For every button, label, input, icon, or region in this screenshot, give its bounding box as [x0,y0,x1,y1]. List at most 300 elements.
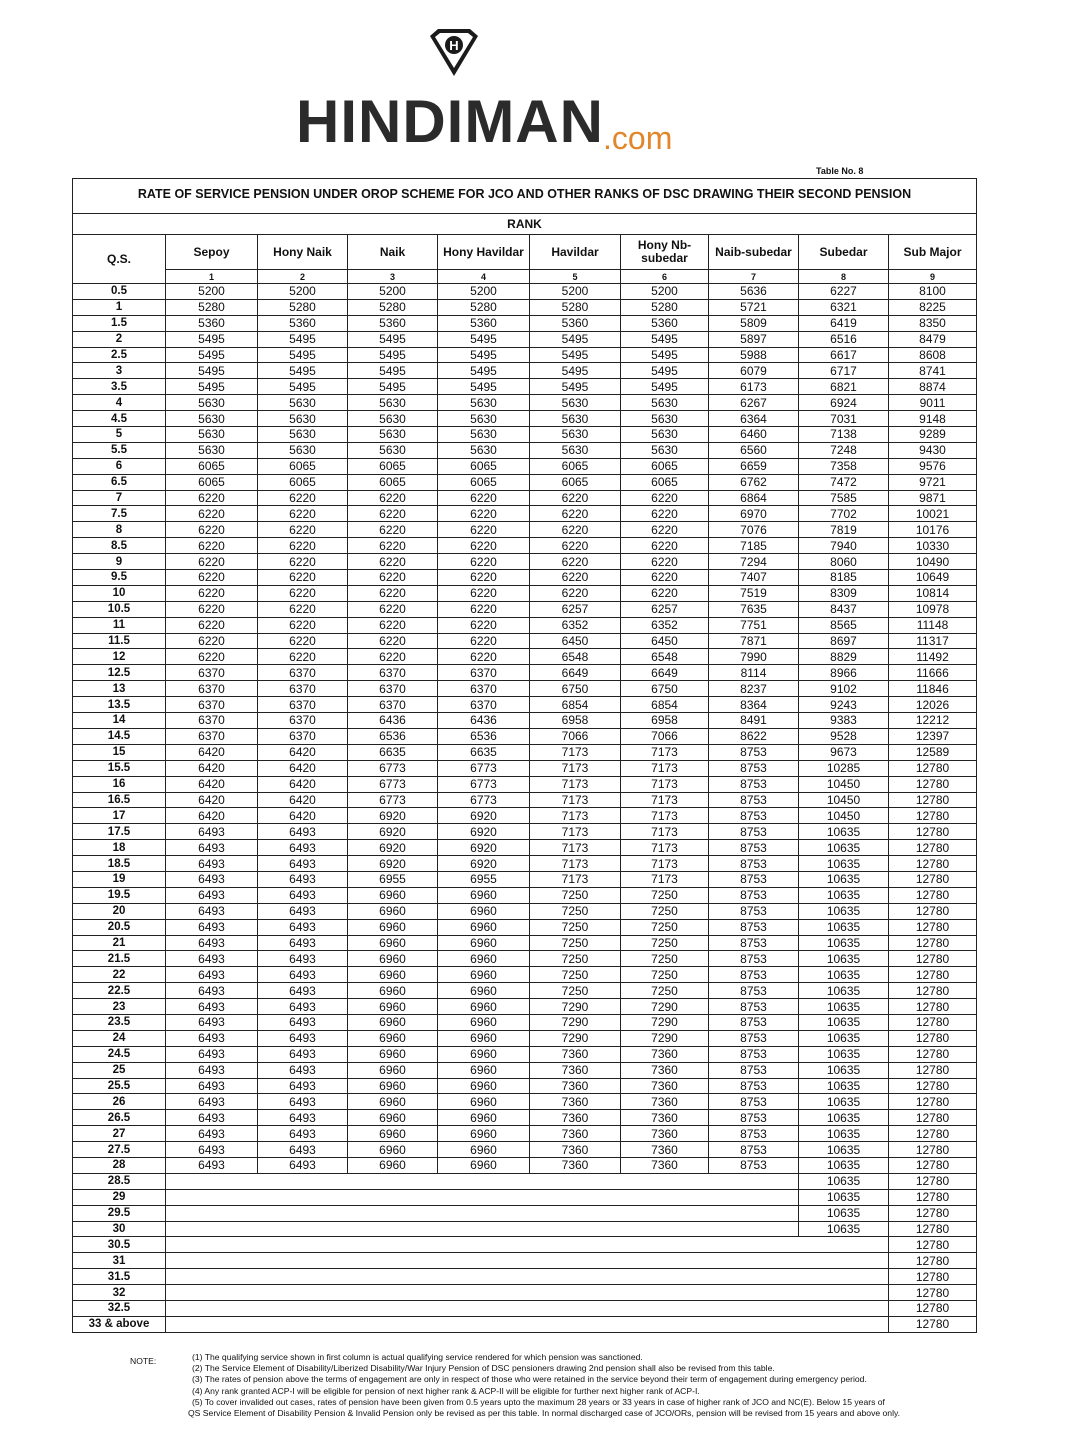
table-row [73,1030,977,1046]
pension-cell: 6493 [258,1157,348,1173]
pension-cell: 6079 [709,363,799,379]
pension-cell: 7360 [530,1046,621,1062]
note-item: QS Service Element of Disability Pension & Invalid Pension only be revised as per this table. In normal discharged case of JCO/ORs, pension will be revised from 15 years and above only. [188,1408,901,1419]
pension-cell: 7250 [530,983,621,999]
pension-cell: 6065 [621,458,709,474]
pension-cell: 6493 [258,1046,348,1062]
pension-cell: 5280 [621,299,709,315]
pension-cell: 8829 [799,649,889,665]
pension-cell: 7294 [709,554,799,570]
qs-cell: 28.5 [73,1173,166,1189]
pension-cell: 6220 [348,538,438,554]
pension-cell: 6364 [709,411,799,427]
qs-cell: 1 [73,299,166,315]
pension-cell: 8753 [709,776,799,792]
pension-cell [258,1316,348,1332]
pension-cell: 8753 [709,999,799,1015]
pension-cell: 6370 [258,665,348,681]
pension-cell: 6649 [621,665,709,681]
pension-cell [621,1221,709,1237]
qs-cell: 22.5 [73,983,166,999]
pension-cell: 7173 [621,744,709,760]
pension-cell: 8350 [889,315,977,331]
pension-cell: 7751 [709,617,799,633]
pension-cell: 6750 [530,681,621,697]
pension-cell [530,1173,621,1189]
pension-cell: 5280 [166,299,258,315]
pension-cell: 6370 [258,728,348,744]
pension-cell: 6960 [348,1062,438,1078]
pension-cell: 6960 [438,1078,530,1094]
pension-cell: 7360 [621,1046,709,1062]
pension-cell: 6220 [438,649,530,665]
table-row [73,1062,977,1078]
pension-cell: 10021 [889,506,977,522]
pension-cell [530,1205,621,1221]
column-header: Naib-subedar [709,235,799,270]
pension-cell: 12780 [889,1269,977,1285]
pension-cell: 5200 [348,284,438,300]
column-number: 1 [166,270,258,284]
qs-cell: 18.5 [73,856,166,872]
pension-cell: 6220 [621,585,709,601]
table-row [73,776,977,792]
pension-cell: 7360 [530,1157,621,1173]
pension-cell: 8753 [709,808,799,824]
qs-cell: 13 [73,681,166,697]
pension-cell: 7250 [621,919,709,935]
pension-cell: 6493 [166,871,258,887]
pension-cell [799,1237,889,1253]
pension-cell: 6370 [258,713,348,729]
note-item: (1) The qualifying service shown in first column is actual qualifying service rendered for which pension was sanctioned. [192,1352,643,1362]
pension-cell: 6220 [438,554,530,570]
pension-cell: 12780 [889,1189,977,1205]
pension-cell: 6370 [348,697,438,713]
pension-cell: 6173 [709,379,799,395]
pension-cell: 6493 [258,824,348,840]
qs-cell: 27.5 [73,1142,166,1158]
pension-cell: 5495 [530,331,621,347]
table-row [73,1221,977,1237]
pension-cell: 8753 [709,824,799,840]
table-row [73,379,977,395]
pension-cell: 5630 [438,395,530,411]
pension-cell: 12780 [889,1173,977,1189]
pension-cell: 6920 [438,808,530,824]
column-number: 5 [530,270,621,284]
pension-cell: 7138 [799,427,889,443]
pension-cell: 6352 [621,617,709,633]
pension-cell: 9383 [799,713,889,729]
pension-cell: 5495 [438,331,530,347]
pension-cell: 6493 [258,1110,348,1126]
pension-cell: 6649 [530,665,621,681]
pension-cell: 6450 [621,633,709,649]
pension-cell: 7360 [621,1078,709,1094]
pension-cell: 7290 [530,999,621,1015]
pension-cell [709,1269,799,1285]
qs-cell: 32.5 [73,1301,166,1317]
pension-cell: 6821 [799,379,889,395]
pension-cell: 6960 [438,999,530,1015]
pension-cell [348,1173,438,1189]
pension-cell: 9721 [889,474,977,490]
pension-cell: 6960 [438,1014,530,1030]
pension-cell [166,1205,258,1221]
pension-cell: 10635 [799,951,889,967]
pension-cell: 6493 [166,840,258,856]
table-row [73,570,977,586]
qs-cell: 32 [73,1285,166,1301]
pension-cell: 6958 [530,713,621,729]
pension-cell: 8114 [709,665,799,681]
pension-cell: 6370 [438,665,530,681]
pension-cell [438,1301,530,1317]
table-row [73,601,977,617]
pension-cell: 5988 [709,347,799,363]
pension-cell: 7360 [621,1094,709,1110]
pension-cell: 7076 [709,522,799,538]
pension-cell: 6220 [621,506,709,522]
pension-cell: 7173 [530,760,621,776]
pension-cell: 10635 [799,1110,889,1126]
pension-cell: 12780 [889,967,977,983]
pension-cell: 6220 [438,538,530,554]
pension-cell: 8437 [799,601,889,617]
pension-cell: 6220 [166,570,258,586]
pension-cell: 10978 [889,601,977,617]
pension-cell: 6321 [799,299,889,315]
pension-cell: 12780 [889,760,977,776]
column-header: Naik [348,235,438,270]
pension-cell: 12780 [889,808,977,824]
pension-cell [530,1301,621,1317]
pension-cell: 10635 [799,840,889,856]
pension-cell: 6220 [530,506,621,522]
pension-cell: 10635 [799,824,889,840]
pension-cell: 6493 [258,903,348,919]
pension-cell: 5200 [258,284,348,300]
pension-cell [166,1173,258,1189]
pension-cell: 8753 [709,1030,799,1046]
pension-cell [166,1301,258,1317]
pension-cell: 6958 [621,713,709,729]
pension-cell: 6773 [438,776,530,792]
pension-cell [709,1301,799,1317]
pension-cell: 8753 [709,967,799,983]
pension-cell: 8753 [709,951,799,967]
pension-cell: 6220 [348,585,438,601]
pension-cell: 12026 [889,697,977,713]
pension-cell: 6065 [621,474,709,490]
pension-cell: 7702 [799,506,889,522]
pension-cell [258,1205,348,1221]
pension-cell: 7173 [621,871,709,887]
pension-cell: 6493 [166,856,258,872]
pension-cell: 7360 [621,1126,709,1142]
pension-cell: 6220 [258,554,348,570]
pension-cell: 6220 [258,570,348,586]
table-row [73,538,977,554]
pension-cell: 5200 [438,284,530,300]
pension-cell: 6536 [438,728,530,744]
pension-cell [621,1237,709,1253]
pension-cell: 6065 [530,474,621,490]
pension-cell [348,1237,438,1253]
pension-cell: 6420 [258,744,348,760]
qs-cell: 12 [73,649,166,665]
pension-cell: 5630 [621,395,709,411]
column-number: 3 [348,270,438,284]
pension-cell: 12780 [889,1301,977,1317]
table-row [73,999,977,1015]
pension-cell: 6220 [438,570,530,586]
table-row [73,490,977,506]
table-row [73,442,977,458]
pension-cell: 6960 [438,1142,530,1158]
pension-cell: 9430 [889,442,977,458]
pension-cell: 8753 [709,871,799,887]
pension-cell: 10635 [799,1189,889,1205]
pension-cell: 6762 [709,474,799,490]
table-row [73,713,977,729]
pension-cell: 8185 [799,570,889,586]
pension-cell: 6220 [258,538,348,554]
pension-cell: 6370 [348,681,438,697]
pension-cell: 6220 [258,617,348,633]
qs-cell: 8.5 [73,538,166,554]
note-item: (5) To cover invalided out cases, rates of pension have been given from 0.5 years upto the maximum 28 years or 33 years in case of higher rank of JCO and NC(E). Below 15 years of [192,1396,885,1407]
pension-cell [709,1189,799,1205]
table-row [73,887,977,903]
pension-cell: 6220 [530,490,621,506]
pension-cell [709,1316,799,1332]
pension-cell: 10635 [799,1030,889,1046]
table-row [73,1285,977,1301]
pension-cell: 6493 [258,1142,348,1158]
pension-cell: 6960 [348,967,438,983]
pension-cell: 11317 [889,633,977,649]
pension-cell: 6750 [621,681,709,697]
table-title: RATE OF SERVICE PENSION UNDER OROP SCHEME FOR JCO AND OTHER RANKS OF DSC DRAWING THEIR SECOND PENSION [73,179,977,210]
pension-cell: 6267 [709,395,799,411]
pension-cell: 6548 [621,649,709,665]
table-row [73,808,977,824]
qs-cell: 24 [73,1030,166,1046]
pension-cell [621,1253,709,1269]
pension-cell: 6493 [258,1078,348,1094]
rank-heading: RANK [73,214,977,235]
pension-cell: 5630 [348,395,438,411]
pension-cell: 6370 [258,697,348,713]
pension-cell: 8479 [889,331,977,347]
pension-cell: 6065 [348,458,438,474]
pension-cell: 10635 [799,887,889,903]
pension-cell: 5630 [166,427,258,443]
pension-cell: 6854 [530,697,621,713]
pension-cell: 6220 [166,554,258,570]
pension-cell [166,1269,258,1285]
pension-cell: 7250 [530,935,621,951]
pension-cell: 6920 [348,808,438,824]
qs-cell: 11 [73,617,166,633]
pension-cell: 12780 [889,1094,977,1110]
pension-cell: 6436 [348,713,438,729]
pension-cell: 9576 [889,458,977,474]
table-row [73,522,977,538]
pension-cell: 7940 [799,538,889,554]
note-item: (4) Any rank granted ACP-I will be eligible for pension of next higher rank & ACP-II will be eligible for further next higher rank of ACP-I. [192,1385,700,1396]
pension-cell: 6220 [621,490,709,506]
pension-cell: 6960 [348,903,438,919]
pension-cell [799,1285,889,1301]
pension-cell: 7990 [709,649,799,665]
pension-cell: 12780 [889,840,977,856]
pension-cell: 7173 [621,792,709,808]
pension-cell: 7250 [530,903,621,919]
pension-cell [621,1285,709,1301]
table-row [73,363,977,379]
pension-cell: 9148 [889,411,977,427]
pension-cell: 7360 [530,1110,621,1126]
pension-cell: 12780 [889,776,977,792]
pension-cell: 7250 [621,903,709,919]
qs-cell: 1.5 [73,315,166,331]
column-number: 9 [889,270,977,284]
column-header: Hony Nb-subedar [621,235,709,270]
pension-cell: 6220 [438,522,530,538]
column-header: Hony Naik [258,235,348,270]
pension-cell: 5495 [621,347,709,363]
pension-cell: 6493 [166,1046,258,1062]
pension-cell: 6493 [166,1094,258,1110]
pension-cell: 6420 [258,760,348,776]
pension-cell: 5630 [258,395,348,411]
pension-cell [258,1221,348,1237]
pension-cell: 7585 [799,490,889,506]
pension-cell: 10635 [799,903,889,919]
qs-cell: 3.5 [73,379,166,395]
pension-cell: 6220 [438,633,530,649]
column-number: 6 [621,270,709,284]
pension-cell [438,1316,530,1332]
pension-cell: 6960 [348,999,438,1015]
pension-cell: 6493 [258,935,348,951]
pension-cell: 10635 [799,1014,889,1030]
pension-cell: 5495 [621,363,709,379]
pension-cell: 8753 [709,935,799,951]
qs-cell: 28 [73,1157,166,1173]
pension-cell: 6493 [166,1142,258,1158]
pension-cell: 8753 [709,983,799,999]
pension-cell: 5897 [709,331,799,347]
pension-cell: 6960 [348,1094,438,1110]
table-row [73,617,977,633]
pension-cell: 6370 [166,665,258,681]
pension-cell: 6065 [166,474,258,490]
pension-cell: 7360 [530,1126,621,1142]
pension-cell: 7173 [530,776,621,792]
pension-cell: 6617 [799,347,889,363]
pension-cell: 6220 [166,490,258,506]
pension-cell: 6220 [258,649,348,665]
table-row [73,1094,977,1110]
pension-cell: 6420 [166,744,258,760]
pension-cell [348,1253,438,1269]
pension-cell: 9102 [799,681,889,697]
pension-cell: 6493 [258,840,348,856]
pension-cell: 7031 [799,411,889,427]
pension-cell: 6220 [166,585,258,601]
pension-cell: 6960 [348,1030,438,1046]
pension-cell: 6493 [166,1126,258,1142]
pension-cell: 5495 [530,363,621,379]
table-row [73,697,977,713]
pension-cell: 5630 [258,442,348,458]
pension-cell: 6960 [348,1014,438,1030]
pension-cell: 6960 [348,1126,438,1142]
pension-cell: 6419 [799,315,889,331]
pension-cell [438,1173,530,1189]
pension-cell: 8753 [709,919,799,935]
pension-cell: 6257 [621,601,709,617]
pension-cell [438,1269,530,1285]
pension-cell: 6493 [166,967,258,983]
pension-cell [709,1237,799,1253]
pension-cell: 6548 [530,649,621,665]
pension-cell: 12780 [889,983,977,999]
pension-cell: 12780 [889,1142,977,1158]
pension-cell [709,1205,799,1221]
pension-cell: 7290 [621,1030,709,1046]
pension-cell: 6960 [438,887,530,903]
pension-cell: 6960 [438,1157,530,1173]
pension-cell: 5630 [438,442,530,458]
pension-cell: 7066 [621,728,709,744]
note-item: (3) The rates of pension above the terms of engagement are only in respect of those who were retained in the service beyond their term of engagement during emergency period. [192,1374,867,1385]
pension-cell [709,1173,799,1189]
pension-cell: 6773 [348,776,438,792]
pension-cell: 6924 [799,395,889,411]
pension-cell: 7472 [799,474,889,490]
pension-cell: 10635 [799,1142,889,1158]
pension-cell: 6420 [258,808,348,824]
pension-cell: 7173 [530,871,621,887]
pension-cell: 6960 [348,983,438,999]
pension-cell: 8753 [709,903,799,919]
pension-cell: 8697 [799,633,889,649]
pension-cell [530,1189,621,1205]
column-header: Sub Major [889,235,977,270]
pension-cell: 8874 [889,379,977,395]
pension-cell: 5200 [166,284,258,300]
pension-cell: 12780 [889,1062,977,1078]
pension-cell: 10649 [889,570,977,586]
pension-cell: 12780 [889,951,977,967]
qs-cell: 26.5 [73,1110,166,1126]
pension-cell: 6493 [258,1030,348,1046]
pension-cell: 6220 [438,490,530,506]
pension-cell: 6220 [258,633,348,649]
pension-cell: 7250 [621,951,709,967]
pension-cell: 7360 [530,1062,621,1078]
pension-cell: 6960 [348,919,438,935]
pension-cell: 6220 [621,538,709,554]
pension-cell [258,1237,348,1253]
pension-cell: 8753 [709,1157,799,1173]
pension-cell: 6960 [348,1157,438,1173]
